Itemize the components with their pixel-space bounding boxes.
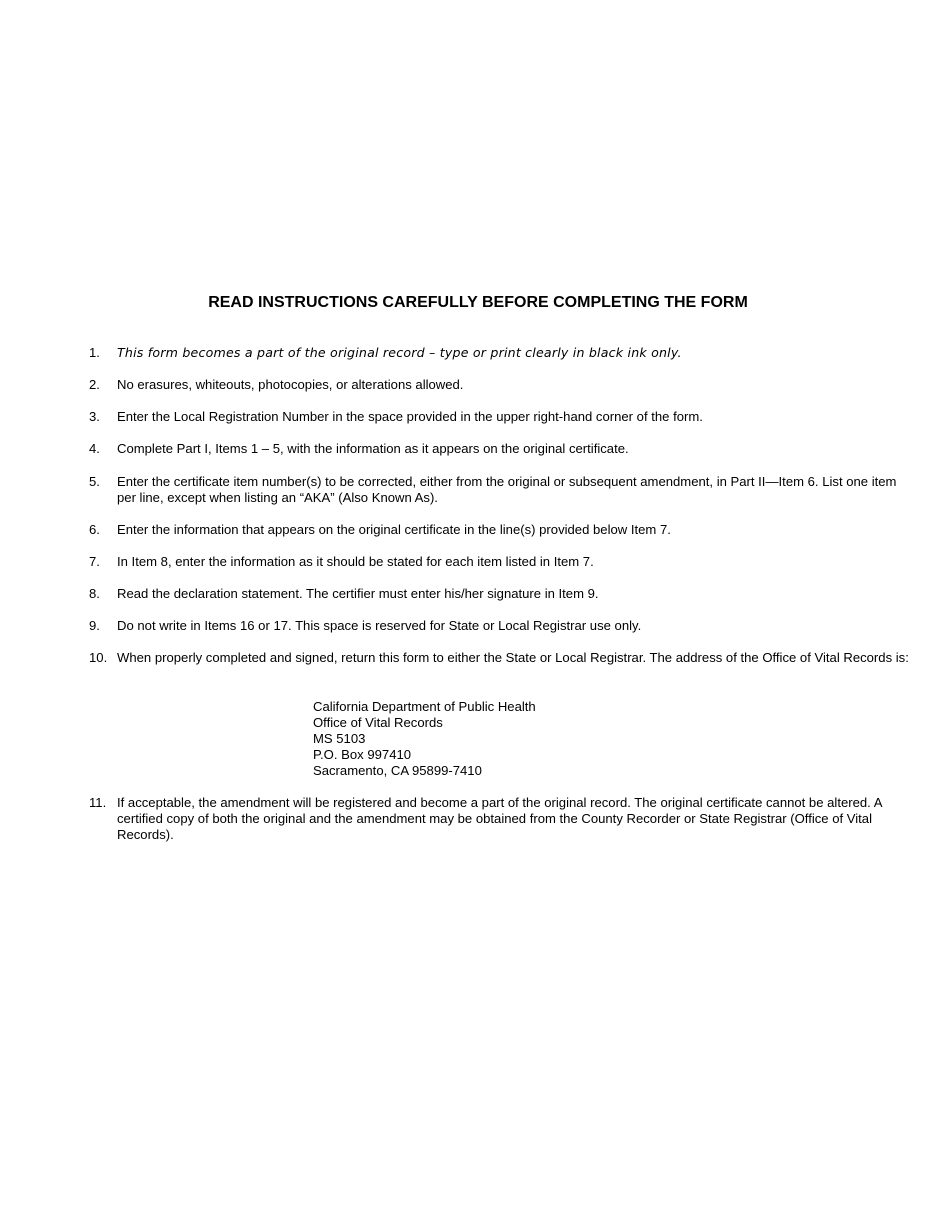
- item-text: When properly completed and signed, return this form to either the State or Local Registrar. The address of the Office of Vital Records is:: [117, 650, 909, 665]
- item-text: Read the declaration statement. The certifier must enter his/her signature in Item 9.: [117, 586, 599, 601]
- item-text: Enter the information that appears on the original certificate in the line(s) provided below Item 7.: [117, 522, 671, 537]
- item-number: 4.: [89, 441, 100, 456]
- instruction-item-5: [89, 474, 909, 506]
- item-text: Complete Part I, Items 1 – 5, with the information as it appears on the original certificate.: [117, 441, 629, 456]
- item-number: 6.: [89, 522, 100, 537]
- item-number: 7.: [89, 554, 100, 569]
- instruction-item-6: [89, 522, 909, 538]
- item-number: 5.: [89, 474, 100, 489]
- item-text: No erasures, whiteouts, photocopies, or alterations allowed.: [117, 377, 464, 392]
- instruction-item-10: [89, 650, 909, 666]
- item-text: If acceptable, the amendment will be registered and become a part of the original record. The original certificate cannot be altered. A certified copy of both the original and the amendment may be obtained from the County Recorder or State Registrar (Office of Vital Records).: [117, 795, 882, 842]
- item-number: 1.: [89, 345, 100, 360]
- item-text: Do not write in Items 16 or 17. This space is reserved for State or Local Registrar use only.: [117, 618, 642, 633]
- address-line-city: Sacramento, CA 95899-7410: [313, 763, 482, 778]
- mailing-address: [313, 699, 536, 779]
- item-number: 10.: [89, 650, 108, 665]
- address-line-po-box: P.O. Box 997410: [313, 747, 412, 762]
- item-number: 8.: [89, 586, 100, 601]
- item-text: Enter the Local Registration Number in the space provided in the upper right-hand corner of the form.: [117, 409, 703, 424]
- item-text: In Item 8, enter the information as it should be stated for each item listed in Item 7.: [117, 554, 594, 569]
- instruction-item-1: [89, 345, 909, 361]
- instruction-item-9: [89, 618, 909, 634]
- instruction-item-4: [89, 441, 909, 457]
- page-title: READ INSTRUCTIONS CAREFULLY BEFORE COMPLETING THE FORM: [208, 294, 748, 311]
- address-line-department: California Department of Public Health: [313, 699, 536, 714]
- instruction-item-3: [89, 409, 909, 425]
- instruction-item-2: [89, 377, 909, 393]
- item-number: 9.: [89, 618, 100, 633]
- address-line-office: Office of Vital Records: [313, 715, 443, 730]
- instruction-item-7: [89, 554, 909, 570]
- item-text: Enter the certificate item number(s) to be corrected, either from the original or subsequent amendment, in Part II—Item 6. List one item per line, except when listing an “AKA” (Also Known As).: [117, 474, 897, 505]
- item-number: 11.: [89, 795, 107, 810]
- address-line-mail-stop: MS 5103: [313, 731, 366, 746]
- instruction-item-11: [89, 795, 909, 843]
- item-number: 3.: [89, 409, 100, 424]
- item-text: This form becomes a part of the original record – type or print clearly in black ink only.: [117, 345, 682, 360]
- item-number: 2.: [89, 377, 100, 392]
- instruction-item-8: [89, 586, 909, 602]
